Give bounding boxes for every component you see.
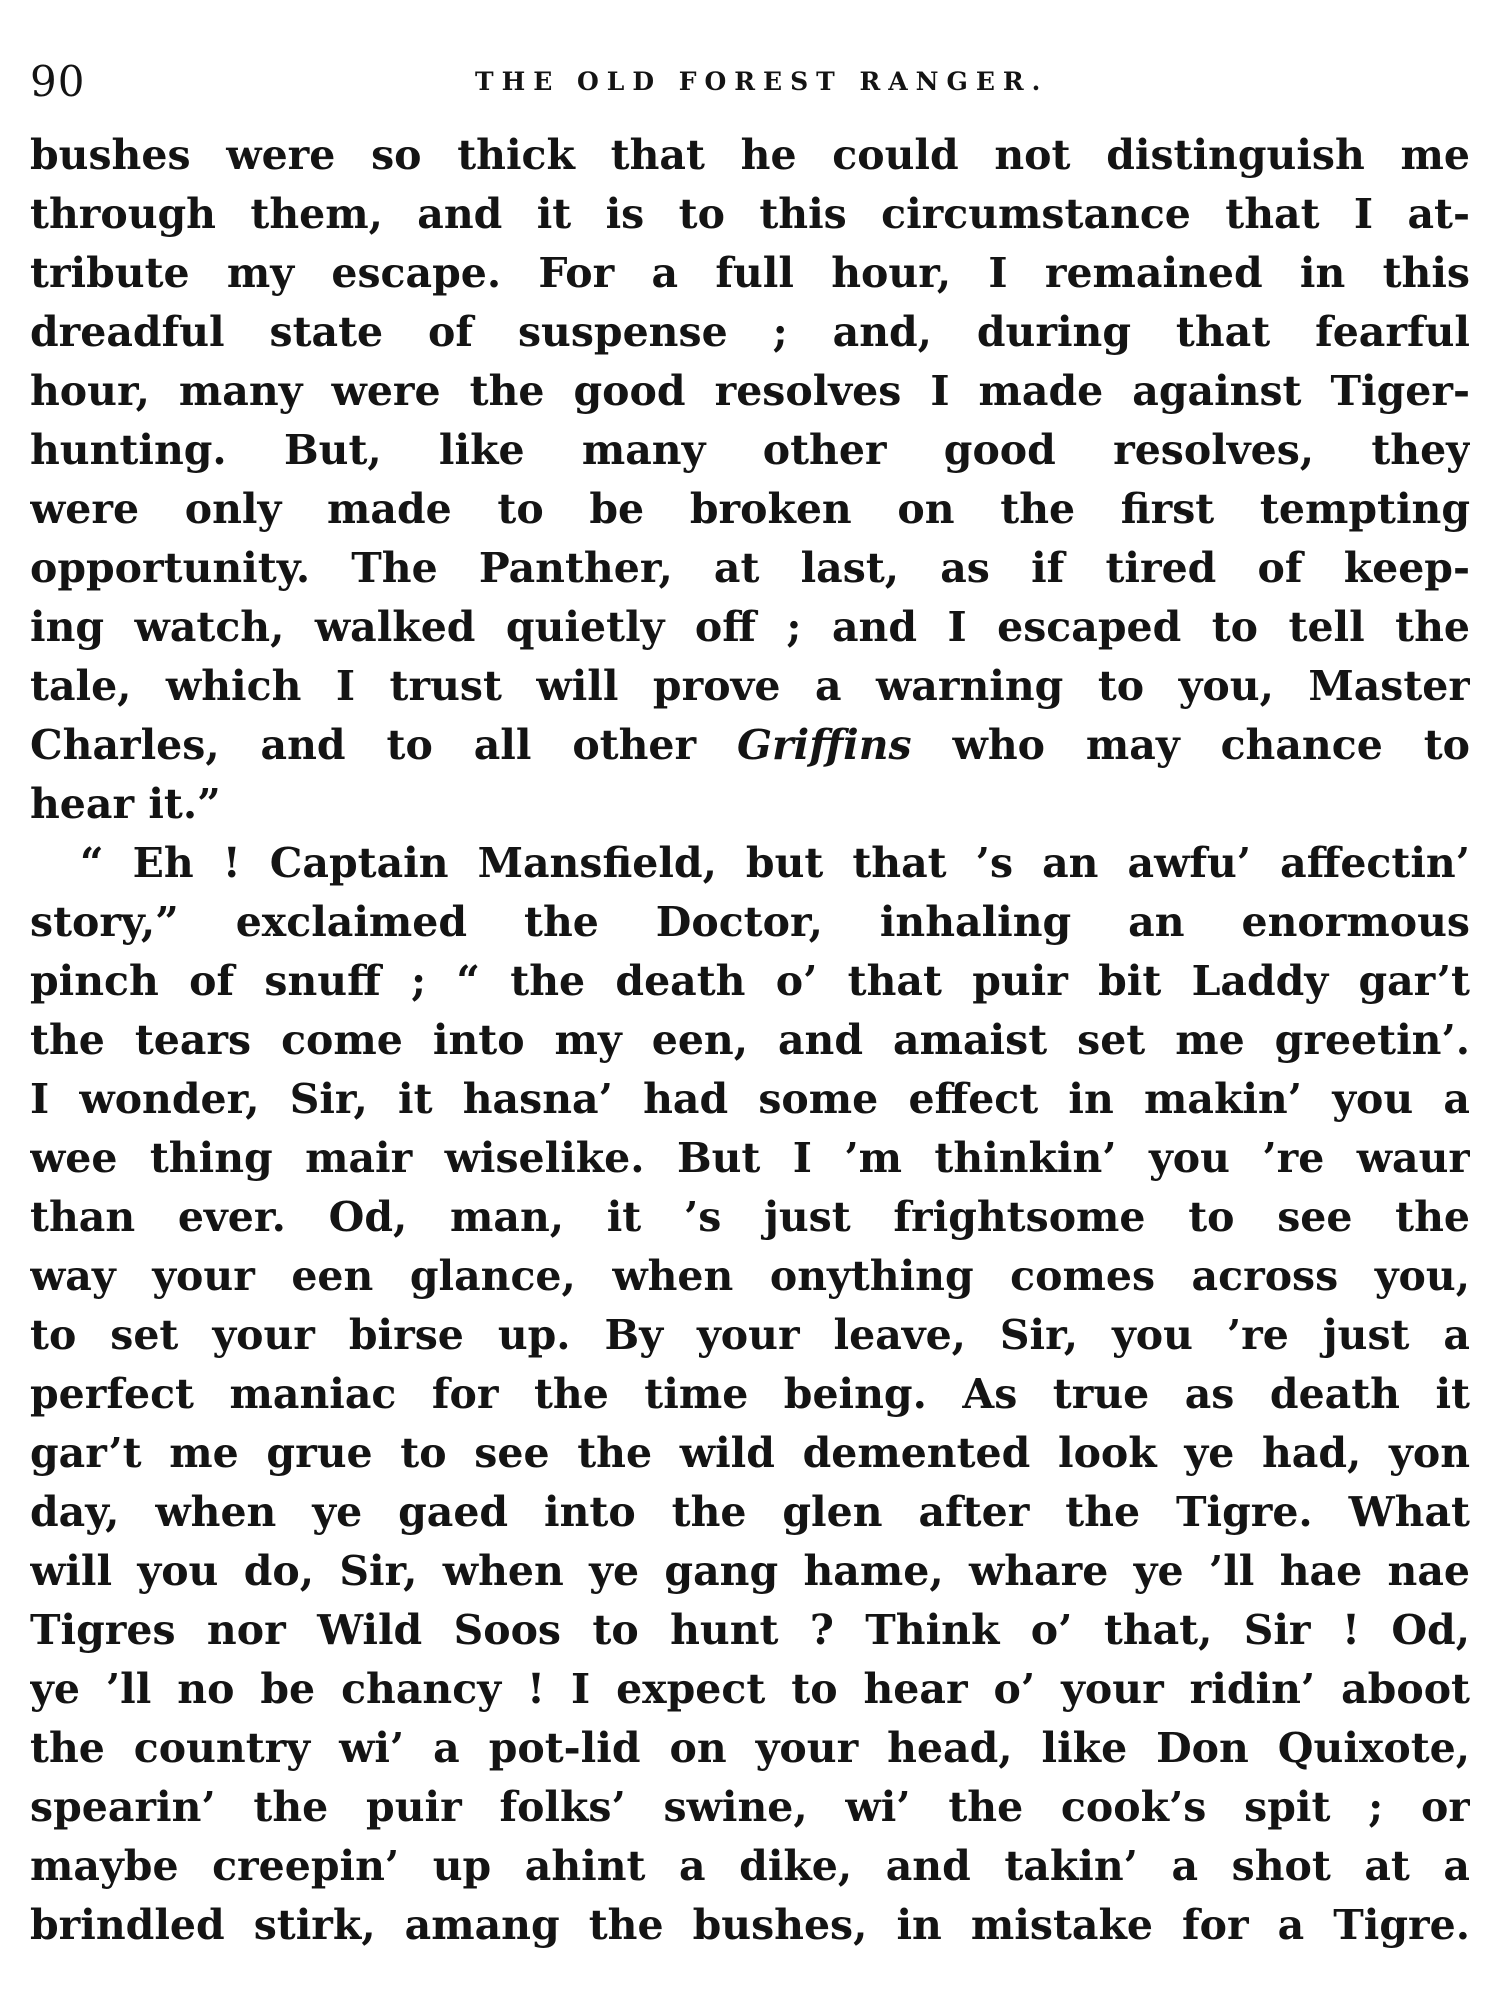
text-line: perfect maniac for the time being. As true as death it — [30, 1370, 1470, 1418]
body-text — [30, 126, 1470, 1955]
text-line: way your een glance, when onything comes across you, — [30, 1252, 1470, 1300]
text-line — [30, 716, 1470, 775]
paragraph-start-line: “ Eh ! Captain Mansfield, but that ’s an awfu’ affectin’ — [80, 839, 1470, 887]
italic-word: Griffins — [737, 721, 912, 769]
text-line: ing watch, walked quietly off ; and I escaped to tell the — [30, 603, 1470, 651]
text-line: the country wi’ a pot-lid on your head, like Don Quixote, — [30, 1724, 1470, 1772]
text-line: wee thing mair wiselike. But I ’m thinkin’ you ’re waur — [30, 1134, 1470, 1182]
page-number: 90 — [30, 57, 86, 106]
text-line: day, when ye gaed into the glen after the Tigre. What — [30, 1488, 1470, 1536]
text-line: spearin’ the puir folks’ swine, wi’ the cook’s spit ; or — [30, 1783, 1470, 1831]
text-line: tribute my escape. For a full hour, I remained in this — [30, 249, 1470, 297]
text-line: hunting. But, like many other good resolves, they — [30, 426, 1470, 474]
text-line: pinch of snuff ; “ the death o’ that puir bit Laddy gar’t — [30, 957, 1470, 1005]
text-line: than ever. Od, man, it ’s just frightsome to see the — [30, 1193, 1470, 1241]
text-line: brindled stirk, amang the bushes, in mistake for a Tigre. — [30, 1901, 1470, 1949]
text-line: gar’t me grue to see the wild demented look ye had, yon — [30, 1429, 1470, 1477]
text-line: bushes were so thick that he could not distinguish me — [30, 131, 1470, 179]
text-line: dreadful state of suspense ; and, during that fearful — [30, 308, 1470, 356]
text-line: ye ’ll no be chancy ! I expect to hear o’ your ridin’ aboot — [30, 1665, 1470, 1713]
text-line: were only made to be broken on the first tempting — [30, 485, 1470, 533]
paragraph-end-line: hear it.” — [30, 780, 221, 828]
text-line: tale, which I trust will prove a warning to you, Master — [30, 662, 1470, 710]
text-line: the tears come into my een, and amaist set me greetin’. — [30, 1016, 1470, 1064]
text-line: I wonder, Sir, it hasna’ had some effect in makin’ you a — [30, 1075, 1470, 1123]
text-line: Tigres nor Wild Soos to hunt ? Think o’ that, Sir ! Od, — [30, 1606, 1470, 1654]
text-segment: Charles, and to all other — [30, 721, 738, 769]
text-line: story,” exclaimed the Doctor, inhaling an enormous — [30, 898, 1470, 946]
text-line: will you do, Sir, when ye gang hame, whare ye ’ll hae nae — [30, 1547, 1470, 1595]
text-line: opportunity. The Panther, at last, as if tired of keep- — [30, 544, 1470, 592]
text-line: maybe creepin’ up ahint a dike, and takin’ a shot at a — [30, 1842, 1470, 1890]
running-title: THE OLD FOREST RANGER. — [475, 67, 1049, 96]
text-segment: who may chance to — [911, 721, 1470, 769]
text-line: to set your birse up. By your leave, Sir, you ’re just a — [30, 1311, 1470, 1359]
text-line: hour, many were the good resolves I made against Tiger- — [30, 367, 1470, 415]
running-head — [30, 52, 1470, 112]
text-line: through them, and it is to this circumstance that I at- — [30, 190, 1470, 238]
